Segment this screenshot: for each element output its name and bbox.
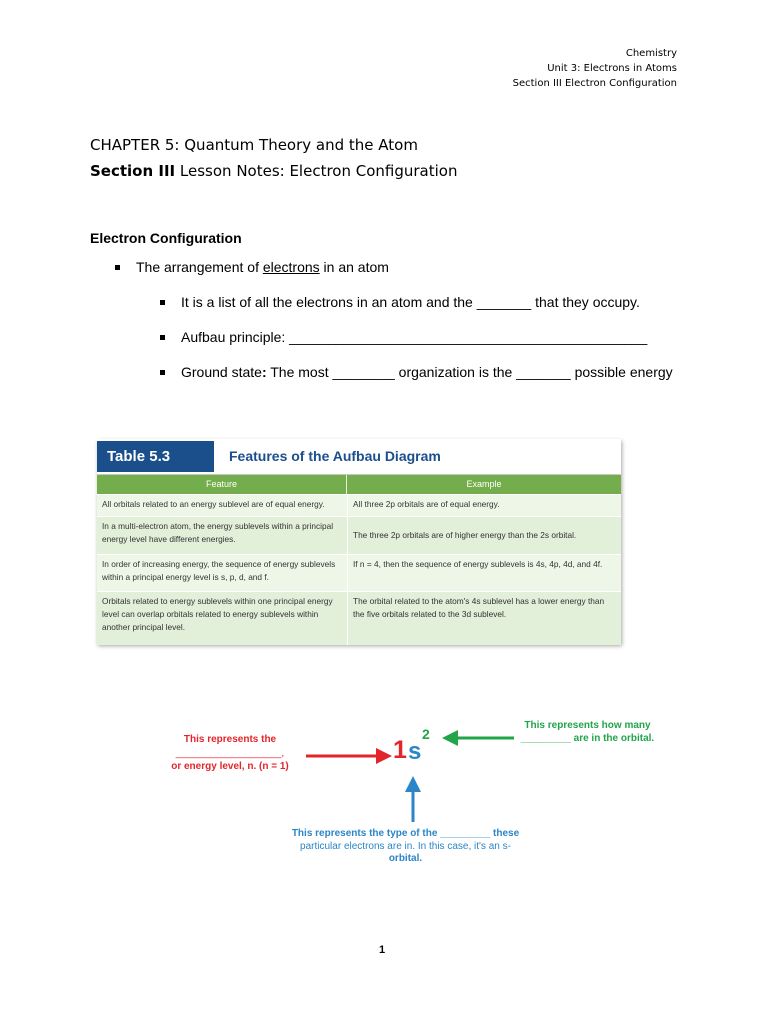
bullet-main: The arrangement of electrons in an atom [136,259,389,275]
right-arrow-icon [300,742,396,770]
up-arrow-icon [400,772,426,824]
table-row [97,516,621,555]
aufbau-table [97,439,621,644]
table-cell: Orbitals related to energy sublevels within one principal energy level can overlap orbitals related to energy sublevels within another principal level. [102,596,333,632]
table-row [97,554,621,592]
sub-bullet-marker [160,300,165,305]
table-cell: In order of increasing energy, the sequence of energy sublevels within a principal energy level is s, p, d, and f. [102,559,336,582]
sub-bullet-marker [160,335,165,340]
page-number: 1 [379,944,386,956]
table-cell: If n = 4, then the sequence of energy sublevels is 4s, 4p, 4d, and 4f. [347,555,621,592]
config-coefficient: 1 [393,736,407,764]
column-header-feature: Feature [97,475,346,494]
principal-level-label: This represents the ___________________, or energy level, n. (n = 1) [171,734,289,772]
table-row [97,494,621,517]
table-cell: The orbital related to the atom's 4s sublevel has a lower energy than the five orbitals related to the 3d sublevel. [347,592,621,645]
left-arrow-icon [438,726,518,750]
table-header-bar [97,439,621,475]
column-header-example: Example [347,475,621,494]
section-title-rest: Lesson Notes: Electron Configuration [175,162,458,180]
sub-bullet-marker [160,370,165,375]
header-unit: Unit 3: Electrons in Atoms [547,63,677,74]
table-cell: All orbitals related to an energy sublevel are of equal energy. [102,499,325,509]
table-cell: The three 2p orbitals are of higher energy than the 2s orbital. [347,517,621,555]
header-subject: Chemistry [625,48,677,59]
orbital-type-label: This represents the type of the _________ these particular electrons are in. In this case, it's an s- orbital. [291,828,520,864]
chapter-title: CHAPTER 5: Quantum Theory and the Atom [90,136,418,154]
electron-count-label: This represents how many _________ are in the orbital. [520,720,655,744]
table-title: Features of the Aufbau Diagram [229,448,441,464]
sub-bullet-3: Ground state: The most ________ organization is the _______ possible energy [181,364,673,380]
table-row [97,591,621,645]
section-heading: Electron Configuration [90,230,242,246]
table-number: Table 5.3 [97,441,214,472]
sub-bullet-1: It is a list of all the electrons in an atom and the _______ that they occupy. [181,294,640,310]
sub-bullet-2: Aufbau principle: ______________________________________________ [181,329,648,345]
header-section: Section III Electron Configuration [512,78,677,89]
config-letter: s [408,738,422,765]
bullet-marker [115,265,120,270]
table-cell: All three 2p orbitals are of equal energy. [347,495,621,517]
section-title [90,162,457,180]
section-title-bold: Section III [90,162,176,180]
config-superscript: 2 [422,726,430,742]
table-cell: In a multi-electron atom, the energy sublevels within a principal energy level have different energies. [102,521,334,544]
running-header [513,46,677,91]
